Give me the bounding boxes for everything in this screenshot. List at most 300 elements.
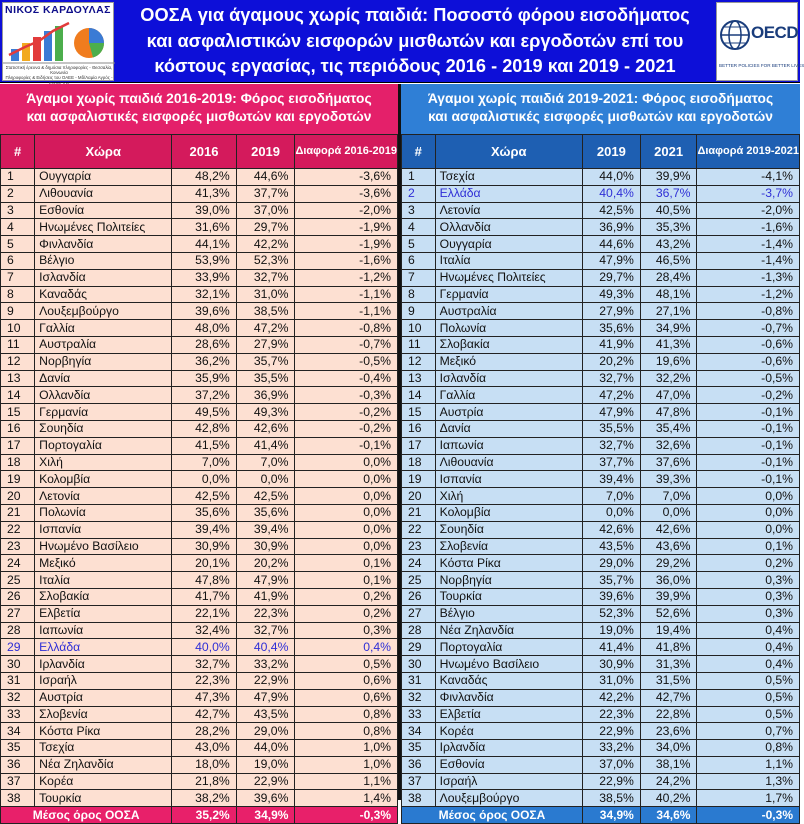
difference-cell: -3,6% (295, 169, 398, 186)
table-title-2019-2021 (401, 84, 800, 134)
value-cell: 49,5% (172, 404, 236, 421)
table-row (1, 790, 398, 807)
value-cell: 31,3% (640, 656, 697, 673)
value-cell: 42,7% (640, 689, 697, 706)
country-cell: Κορέα (435, 723, 582, 740)
rank-cell: 18 (1, 454, 35, 471)
value-cell: 35,7% (582, 572, 640, 589)
country-cell: Φινλανδία (435, 689, 582, 706)
rank-cell: 10 (1, 320, 35, 337)
value-cell: 0,0% (172, 471, 236, 488)
rank-cell: 33 (402, 706, 436, 723)
difference-cell: -0,1% (697, 420, 800, 437)
rank-cell: 2 (402, 185, 436, 202)
country-cell: Αυστραλία (435, 303, 582, 320)
table-row (1, 639, 398, 656)
value-cell: 35,6% (172, 504, 236, 521)
difference-cell: 1,7% (697, 790, 800, 807)
rank-cell: 13 (402, 370, 436, 387)
country-cell: Λιθουανία (35, 185, 172, 202)
difference-cell: 0,8% (697, 740, 800, 757)
value-cell: 28,6% (172, 336, 236, 353)
country-cell: Ισλανδία (35, 269, 172, 286)
rank-cell: 12 (1, 353, 35, 370)
table-row (1, 605, 398, 622)
value-cell: 19,0% (236, 756, 295, 773)
table-row (1, 454, 398, 471)
country-cell: Ουγγαρία (435, 236, 582, 253)
rank-cell: 25 (1, 572, 35, 589)
table-row (402, 286, 800, 303)
difference-cell: 0,3% (697, 588, 800, 605)
value-cell: 37,7% (582, 454, 640, 471)
country-cell: Ολλανδία (35, 387, 172, 404)
difference-cell: 0,7% (697, 723, 800, 740)
value-cell: 42,6% (640, 521, 697, 538)
table-row (1, 572, 398, 589)
value-cell: 43,6% (640, 538, 697, 555)
country-cell: Ιταλία (435, 252, 582, 269)
country-cell: Πορτογαλία (35, 437, 172, 454)
table-row (402, 269, 800, 286)
value-cell: 22,3% (582, 706, 640, 723)
value-cell: 39,6% (582, 588, 640, 605)
table-row (1, 404, 398, 421)
value-cell: 49,3% (236, 404, 295, 421)
country-cell: Εσθονία (435, 756, 582, 773)
value-cell: 36,9% (236, 387, 295, 404)
table-header-row (1, 135, 398, 169)
value-cell: 36,2% (172, 353, 236, 370)
difference-cell: -0,1% (697, 454, 800, 471)
country-cell: Χιλή (35, 454, 172, 471)
value-cell: 22,9% (582, 773, 640, 790)
difference-cell: 0,5% (697, 672, 800, 689)
difference-cell: 0,1% (697, 538, 800, 555)
country-cell: Λετονία (435, 202, 582, 219)
value-cell: 42,8% (172, 420, 236, 437)
value-cell: 37,6% (640, 454, 697, 471)
table-row (1, 303, 398, 320)
value-cell: 42,2% (582, 689, 640, 706)
table-row (402, 756, 800, 773)
value-cell: 32,7% (582, 370, 640, 387)
value-cell: 46,5% (640, 252, 697, 269)
value-cell: 42,7% (172, 706, 236, 723)
table-title-2016-2019 (0, 84, 398, 134)
value-cell: 35,4% (640, 420, 697, 437)
country-cell: Καναδάς (35, 286, 172, 303)
table-title-line-1: Άγαμοι χωρίς παιδιά 2016-2019: Φόρος εισοδήματος (26, 91, 372, 106)
difference-cell: -0,3% (295, 387, 398, 404)
value-cell: 28,2% (172, 723, 236, 740)
difference-cell: 0,0% (697, 488, 800, 505)
country-cell: Λετονία (35, 488, 172, 505)
table-row (402, 672, 800, 689)
table-row (402, 790, 800, 807)
table-row (402, 169, 800, 186)
country-cell: Δανία (35, 370, 172, 387)
country-cell: Ουγγαρία (35, 169, 172, 186)
column-header: Χώρα (35, 135, 172, 169)
difference-cell: 0,5% (295, 656, 398, 673)
country-cell: Αυστραλία (35, 336, 172, 353)
difference-cell: 0,5% (697, 689, 800, 706)
country-cell: Ισπανία (35, 521, 172, 538)
table-row (402, 185, 800, 202)
value-cell: 32,1% (172, 286, 236, 303)
header-banner (0, 0, 804, 83)
table-row (402, 488, 800, 505)
rank-cell: 30 (402, 656, 436, 673)
rank-cell: 28 (402, 622, 436, 639)
difference-cell: -0,6% (697, 353, 800, 370)
country-cell: Γαλλία (35, 320, 172, 337)
difference-cell: -1,1% (295, 303, 398, 320)
table-row (1, 202, 398, 219)
difference-cell: 0,0% (295, 488, 398, 505)
value-cell: 40,2% (640, 790, 697, 807)
country-cell: Καναδάς (435, 672, 582, 689)
country-cell: Μεξικό (35, 555, 172, 572)
rank-cell: 3 (402, 202, 436, 219)
table-row (402, 521, 800, 538)
value-cell: 52,3% (582, 605, 640, 622)
value-cell: 36,7% (640, 185, 697, 202)
author-logo-name: ΝΙΚΟΣ ΚΑΡΔΟΥΛΑΣ (5, 4, 111, 16)
average-value-cell: 34,9% (236, 807, 295, 824)
table-title-line-2: και ασφαλιστικές εισφορές μισθωτών και εργοδοτών (428, 109, 773, 124)
table-row (402, 572, 800, 589)
value-cell: 22,9% (236, 773, 295, 790)
difference-cell: -0,2% (295, 404, 398, 421)
page-title-line-1: ΟΟΣΑ για άγαμους χωρίς παιδιά: Ποσοστό φόρου εισοδήματος (140, 5, 690, 25)
country-cell: Τουρκία (35, 790, 172, 807)
difference-cell: 0,6% (295, 689, 398, 706)
rank-cell: 21 (402, 504, 436, 521)
difference-cell: -1,6% (295, 252, 398, 269)
value-cell: 27,1% (640, 303, 697, 320)
country-cell: Σουηδία (435, 521, 582, 538)
difference-cell: 1,1% (697, 756, 800, 773)
value-cell: 39,9% (640, 169, 697, 186)
country-cell: Σλοβενία (435, 538, 582, 555)
rank-cell: 22 (1, 521, 35, 538)
table-row (1, 185, 398, 202)
difference-cell: 1,1% (295, 773, 398, 790)
difference-cell: -1,3% (697, 269, 800, 286)
value-cell: 7,0% (640, 488, 697, 505)
table-row (1, 740, 398, 757)
difference-cell: -3,6% (295, 185, 398, 202)
value-cell: 41,4% (236, 437, 295, 454)
country-cell: Βέλγιο (35, 252, 172, 269)
difference-cell: -0,6% (697, 336, 800, 353)
value-cell: 31,6% (172, 219, 236, 236)
value-cell: 33,2% (582, 740, 640, 757)
table-row (1, 706, 398, 723)
value-cell: 35,6% (582, 320, 640, 337)
table-row (402, 353, 800, 370)
value-cell: 52,3% (236, 252, 295, 269)
country-cell: Αυστρία (35, 689, 172, 706)
value-cell: 35,5% (236, 370, 295, 387)
value-cell: 31,0% (236, 286, 295, 303)
table-row (1, 488, 398, 505)
rank-cell: 34 (1, 723, 35, 740)
value-cell: 47,0% (640, 387, 697, 404)
rank-cell: 32 (1, 689, 35, 706)
rank-cell: 9 (402, 303, 436, 320)
rank-cell: 31 (1, 672, 35, 689)
country-cell: Νέα Ζηλανδία (435, 622, 582, 639)
rank-cell: 2 (1, 185, 35, 202)
value-cell: 39,4% (236, 521, 295, 538)
rank-cell: 13 (1, 370, 35, 387)
value-cell: 41,9% (582, 336, 640, 353)
table-title-line-1: Άγαμοι χωρίς παιδιά 2019-2021: Φόρος εισοδήματος (427, 91, 774, 106)
value-cell: 40,5% (640, 202, 697, 219)
value-cell: 18,0% (172, 756, 236, 773)
value-cell: 27,9% (236, 336, 295, 353)
table-row (402, 622, 800, 639)
country-cell: Αυστρία (435, 404, 582, 421)
rank-cell: 22 (402, 521, 436, 538)
rank-cell: 30 (1, 656, 35, 673)
rank-cell: 8 (1, 286, 35, 303)
rank-cell: 1 (1, 169, 35, 186)
value-cell: 33,9% (172, 269, 236, 286)
value-cell: 37,0% (582, 756, 640, 773)
country-cell: Πορτογαλία (435, 639, 582, 656)
difference-cell: 0,0% (295, 454, 398, 471)
table-panel-2019-2021 (401, 84, 800, 822)
difference-cell: -0,7% (295, 336, 398, 353)
table-row (402, 656, 800, 673)
table-row (402, 370, 800, 387)
value-cell: 32,4% (172, 622, 236, 639)
table-title-line-2: και ασφαλιστικές εισφορές μισθωτών και εργοδοτών (26, 109, 372, 124)
table-row (402, 303, 800, 320)
table-row (402, 420, 800, 437)
country-cell: Ελλάδα (35, 639, 172, 656)
rank-cell: 20 (402, 488, 436, 505)
table-row (1, 773, 398, 790)
country-cell: Βέλγιο (435, 605, 582, 622)
table-row (1, 689, 398, 706)
table-row (1, 252, 398, 269)
value-cell: 30,9% (582, 656, 640, 673)
rank-cell: 8 (402, 286, 436, 303)
table-row (402, 588, 800, 605)
value-cell: 40,4% (236, 639, 295, 656)
table-row (1, 269, 398, 286)
table-row (1, 504, 398, 521)
country-cell: Φινλανδία (35, 236, 172, 253)
difference-cell: 0,2% (295, 605, 398, 622)
rank-cell: 24 (402, 555, 436, 572)
value-cell: 35,6% (236, 504, 295, 521)
average-label: Μέσος όρος ΟΟΣΑ (402, 807, 583, 824)
difference-cell: -0,1% (295, 437, 398, 454)
value-cell: 20,2% (236, 555, 295, 572)
difference-cell: 0,8% (295, 723, 398, 740)
table-row (402, 387, 800, 404)
country-cell: Κορέα (35, 773, 172, 790)
value-cell: 39,6% (172, 303, 236, 320)
rank-cell: 4 (1, 219, 35, 236)
table-row (1, 219, 398, 236)
difference-cell: 0,4% (697, 622, 800, 639)
difference-cell: 0,0% (697, 521, 800, 538)
value-cell: 44,6% (236, 169, 295, 186)
difference-cell: 0,2% (697, 555, 800, 572)
value-cell: 42,5% (236, 488, 295, 505)
rank-cell: 19 (402, 471, 436, 488)
country-cell: Ηνωμένο Βασίλειο (435, 656, 582, 673)
value-cell: 47,9% (582, 404, 640, 421)
value-cell: 35,7% (236, 353, 295, 370)
rank-cell: 7 (1, 269, 35, 286)
value-cell: 52,6% (640, 605, 697, 622)
rank-cell: 5 (402, 236, 436, 253)
country-cell: Ισραήλ (35, 672, 172, 689)
author-logo-subtitle-1: Στατιστική έρευνα & δημόσια πληροφορίες - Θεσσαλία, Κοινωνία (5, 65, 113, 76)
value-cell: 32,7% (236, 622, 295, 639)
table-row (1, 555, 398, 572)
difference-cell: -1,2% (697, 286, 800, 303)
value-cell: 47,9% (236, 689, 295, 706)
average-label: Μέσος όρος ΟΟΣΑ (1, 807, 172, 824)
difference-cell: -0,8% (295, 320, 398, 337)
value-cell: 42,6% (236, 420, 295, 437)
difference-cell: -1,6% (697, 219, 800, 236)
value-cell: 41,8% (640, 639, 697, 656)
value-cell: 44,0% (582, 169, 640, 186)
table-row (402, 538, 800, 555)
value-cell: 33,2% (236, 656, 295, 673)
difference-cell: 1,0% (295, 756, 398, 773)
value-cell: 42,6% (582, 521, 640, 538)
value-cell: 47,9% (236, 572, 295, 589)
value-cell: 22,9% (236, 672, 295, 689)
difference-cell: 1,4% (295, 790, 398, 807)
value-cell: 39,3% (640, 471, 697, 488)
column-header: Διαφορά 2016-2019 (295, 135, 398, 169)
value-cell: 42,2% (236, 236, 295, 253)
value-cell: 22,9% (582, 723, 640, 740)
rank-cell: 24 (1, 555, 35, 572)
rank-cell: 11 (402, 336, 436, 353)
rank-cell: 17 (1, 437, 35, 454)
table-row (402, 639, 800, 656)
value-cell: 47,2% (236, 320, 295, 337)
value-cell: 32,7% (236, 269, 295, 286)
rank-cell: 16 (402, 420, 436, 437)
value-cell: 41,3% (640, 336, 697, 353)
value-cell: 47,2% (582, 387, 640, 404)
difference-cell: 1,3% (697, 773, 800, 790)
average-value-cell: 35,2% (172, 807, 236, 824)
table-row (402, 504, 800, 521)
value-cell: 36,9% (582, 219, 640, 236)
value-cell: 22,3% (236, 605, 295, 622)
value-cell: 23,6% (640, 723, 697, 740)
table-row (1, 336, 398, 353)
value-cell: 35,5% (582, 420, 640, 437)
rank-cell: 31 (402, 672, 436, 689)
table-row (402, 689, 800, 706)
value-cell: 32,6% (640, 437, 697, 454)
table-row (402, 740, 800, 757)
country-cell: Σλοβακία (35, 588, 172, 605)
value-cell: 43,2% (640, 236, 697, 253)
country-cell: Λιθουανία (435, 454, 582, 471)
value-cell: 48,1% (640, 286, 697, 303)
rank-cell: 23 (1, 538, 35, 555)
country-cell: Πολωνία (35, 504, 172, 521)
value-cell: 44,0% (236, 740, 295, 757)
difference-cell: -0,8% (697, 303, 800, 320)
difference-cell: 0,3% (295, 622, 398, 639)
value-cell: 21,8% (172, 773, 236, 790)
country-cell: Νορβηγία (435, 572, 582, 589)
value-cell: 30,9% (236, 538, 295, 555)
rank-cell: 18 (402, 454, 436, 471)
table-row (1, 420, 398, 437)
value-cell: 35,3% (640, 219, 697, 236)
value-cell: 43,5% (236, 706, 295, 723)
value-cell: 32,2% (640, 370, 697, 387)
average-difference-cell: -0,3% (295, 807, 398, 824)
table-row (402, 605, 800, 622)
difference-cell: -1,9% (295, 236, 398, 253)
value-cell: 19,0% (582, 622, 640, 639)
value-cell: 19,6% (640, 353, 697, 370)
value-cell: 0,0% (236, 471, 295, 488)
column-header: 2019 (582, 135, 640, 169)
difference-cell: -1,9% (295, 219, 398, 236)
country-cell: Ιρλανδία (35, 656, 172, 673)
difference-cell: 1,0% (295, 740, 398, 757)
country-cell: Ηνωμένο Βασίλειο (35, 538, 172, 555)
value-cell: 34,0% (640, 740, 697, 757)
difference-cell: 0,3% (697, 605, 800, 622)
country-cell: Πολωνία (435, 320, 582, 337)
average-value-cell: 34,6% (640, 807, 697, 824)
table-row (402, 336, 800, 353)
country-cell: Κόστα Ρίκα (435, 555, 582, 572)
column-header: 2021 (640, 135, 697, 169)
difference-cell: -2,0% (697, 202, 800, 219)
value-cell: 22,8% (640, 706, 697, 723)
country-cell: Τουρκία (435, 588, 582, 605)
table-header-row (402, 135, 800, 169)
rank-cell: 6 (402, 252, 436, 269)
value-cell: 41,3% (172, 185, 236, 202)
rank-cell: 26 (402, 588, 436, 605)
table-row (1, 538, 398, 555)
rank-cell: 15 (402, 404, 436, 421)
difference-cell: -0,5% (697, 370, 800, 387)
country-cell: Λουξεμβούργο (435, 790, 582, 807)
country-cell: Ηνωμένες Πολιτείες (35, 219, 172, 236)
table-row (1, 622, 398, 639)
average-value-cell: 34,9% (582, 807, 640, 824)
value-cell: 43,0% (172, 740, 236, 757)
rank-cell: 34 (402, 723, 436, 740)
value-cell: 34,9% (640, 320, 697, 337)
